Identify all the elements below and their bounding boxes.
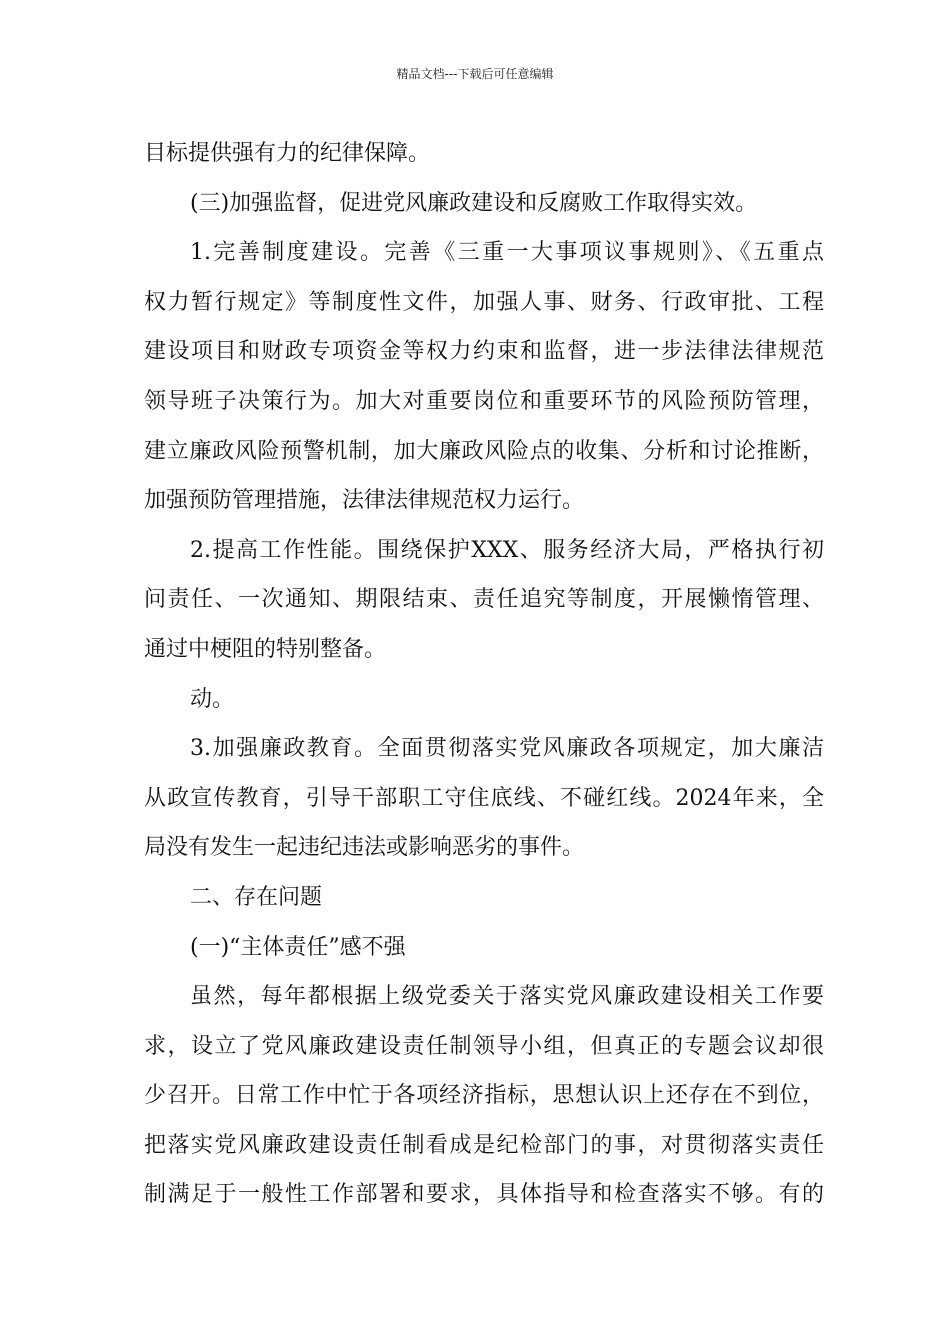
page-header: 精品文档---下载后可任意编辑: [396, 67, 554, 81]
section-heading: (三)加强监督，促进党风廉政建设和反腐败工作取得实效。: [190, 190, 758, 216]
document-body: [144, 129, 824, 1220]
text-line: 局没有发生一起违纪违法或影响恶劣的事件。: [144, 835, 585, 861]
text-line: 问责任、一次通知、期限结束、责任追究等制度，开展懒惰管理、: [144, 587, 824, 613]
text-line: 领导班子决策行为。加大对重要岗位和重要环节的风险预防管理，: [144, 388, 824, 414]
text-line: 制满足于一般性工作部署和要求，具体指导和检查落实不够。有的: [144, 1182, 824, 1208]
text-line: 1.完善制度建设。完善《三重一大事项议事规则》、《五重点: [190, 240, 824, 266]
text-line: 通过中梗阻的特别整备。: [144, 636, 387, 662]
text-line: 目标提供强有力的纪律保障。: [144, 141, 431, 166]
text-line: 加强预防管理措施，法律法律规范权力运行。: [144, 488, 585, 514]
text-line: 3.加强廉政教育。全面贯彻落实党风廉政各项规定，加大廉洁: [190, 736, 824, 762]
text-line: 权力暂行规定》等制度性文件，加强人事、财务、行政审批、工程: [144, 289, 824, 315]
text-line: 把落实党风廉政建设责任制看成是纪检部门的事，对贯彻落实责任: [144, 1132, 824, 1158]
text-line: 求，设立了党风廉政建设责任制领导小组，但真正的专题会议却很: [144, 1033, 824, 1059]
text-line: 从政宣传教育，引导干部职工守住底线、不碰红线。2024年来，全: [144, 785, 824, 811]
text-line: 2.提高工作性能。围绕保护XXX、服务经济大局，严格执行初: [190, 537, 824, 563]
text-line: 建设项目和财政专项资金等权力约束和监督，进一步法律法律规范: [144, 339, 824, 365]
text-line: 少召开。日常工作中忙于各项经济指标，思想认识上还存在不到位，: [144, 1083, 824, 1109]
text-line: 虽然，每年都根据上级党委关于落实党风廉政建设相关工作要: [190, 984, 824, 1010]
text-line: 动。: [190, 686, 235, 712]
section-heading: 二、存在问题: [190, 884, 323, 910]
subsection-heading: (一)“主体责任”感不强: [190, 934, 406, 960]
text-line: 建立廉政风险预警机制，加大廉政风险点的收集、分析和讨论推断，: [144, 438, 824, 464]
